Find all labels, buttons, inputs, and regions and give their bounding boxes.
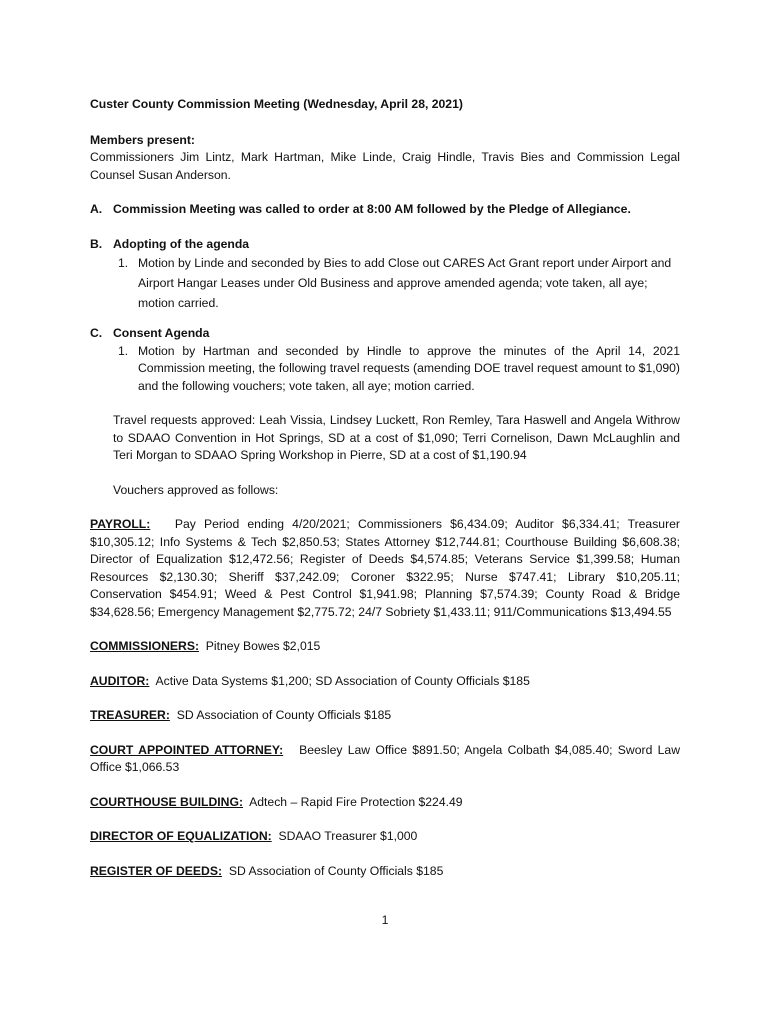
section-c-item-number: 1. (118, 343, 129, 358)
travel-requests: Travel requests approved: Leah Vissia, Lindsey Luckett, Ron Remley, Tara Haswell and Angela Withrow to SDAAO Convention in Hot Springs, SD at a cost of $1,090; Terri Cornelison, Dawn McLaughlin and Teri Morgan to SDAAO Spring Workshop in Pierre, SD at a cost of $1,190.94 (113, 413, 680, 462)
section-c-letter: C. (90, 326, 103, 340)
voucher-label: TREASURER: (90, 708, 170, 722)
vouchers-intro: Vouchers approved as follows: (113, 482, 279, 497)
voucher-payroll (90, 516, 680, 621)
voucher-text: SD Association of County Officials $185 (228, 863, 444, 878)
section-c-item (118, 343, 680, 396)
voucher-text: Pay Period ending 4/20/2021; Commissioners $6,434.09; Auditor $6,334.41; Treasurer $10,305.12; Info Systems & Tech $2,850.53; States Attorney $12,744.81; Courthouse Building $6,608.38; Director of Equalization $12,472.56; Register of Deeds $4,574.85; Veterans Service $1,399.58; Human Resources $2,130.30; Sheriff $37,242.09; Coroner $322.95; Nurse $747.41; Library $10,205.11; Conservation $454.91; Weed & Pest Control $1,941.98; Planning $7,574.39; County Road & Bridge $34,628.56; Emergency Management $2,775.72; 24/7 Sobriety $1,433.11; 911/Communications $13,494.55 (90, 517, 680, 619)
section-c-title: Consent Agenda (113, 326, 210, 340)
section-b-item-text: Motion by Linde and seconded by Bies to add Close out CARES Act Grant report under Airport and Airport Hangar Leases under Old Business and approve amended agenda; vote taken, all aye; motion carried. (138, 256, 672, 310)
members-heading: Members present: (90, 132, 195, 147)
voucher-label: COURT APPOINTED ATTORNEY: (90, 742, 284, 757)
voucher-auditor (90, 673, 680, 691)
voucher-text: SDAAO Treasurer $1,000 (278, 829, 418, 843)
section-a-title: Commission Meeting was called to order at 8:00 AM followed by the Pledge of Allegiance. (113, 202, 631, 216)
section-c-item-text: Motion by Hartman and seconded by Hindle to approve the minutes of the April 14, 2021 Commission meeting, the following travel requests (amending DOE travel request amount to $1,090) and the following vouchers; vote taken, all aye; motion carried. (138, 343, 680, 393)
voucher-text: Active Data Systems $1,200; SD Association of County Officials $185 (155, 673, 530, 688)
voucher-courthouse-building (90, 794, 680, 812)
voucher-label: COMMISSIONERS: (90, 639, 200, 653)
voucher-director-of-equalization (90, 828, 680, 846)
voucher-label: AUDITOR: (90, 673, 150, 688)
voucher-court-appointed-attorney (90, 742, 680, 777)
voucher-text: Adtech – Rapid Fire Protection $224.49 (249, 794, 463, 809)
voucher-text: Pitney Bowes $2,015 (205, 639, 321, 653)
voucher-text: Beesley Law Office $891.50; Angela Colbath $4,085.40; Sword Law Office $1,066.53 (90, 742, 680, 774)
document-body (90, 96, 680, 880)
voucher-commissioners (90, 638, 680, 656)
section-a (90, 201, 680, 219)
voucher-register-of-deeds (90, 863, 680, 881)
section-a-letter: A. (90, 202, 103, 216)
section-b (90, 236, 680, 254)
section-c (90, 325, 680, 343)
section-b-item (118, 253, 680, 313)
voucher-treasurer (90, 707, 680, 725)
voucher-label: COURTHOUSE BUILDING: (90, 794, 244, 809)
document-title: Custer County Commission Meeting (Wednesday, April 28, 2021) (90, 97, 463, 111)
members-text: Commissioners Jim Lintz, Mark Hartman, Mike Linde, Craig Hindle, Travis Bies and Commission Legal Counsel Susan Anderson. (90, 150, 680, 182)
section-b-title: Adopting of the agenda (113, 236, 250, 251)
voucher-label: REGISTER OF DEEDS: (90, 863, 223, 878)
voucher-label: PAYROLL: (90, 517, 151, 531)
voucher-text: SD Association of County Officials $185 (176, 708, 392, 722)
section-b-item-number: 1. (118, 256, 129, 270)
page-number: 1 (381, 913, 389, 927)
section-b-letter: B. (90, 236, 103, 251)
voucher-label: DIRECTOR OF EQUALIZATION: (90, 829, 272, 843)
